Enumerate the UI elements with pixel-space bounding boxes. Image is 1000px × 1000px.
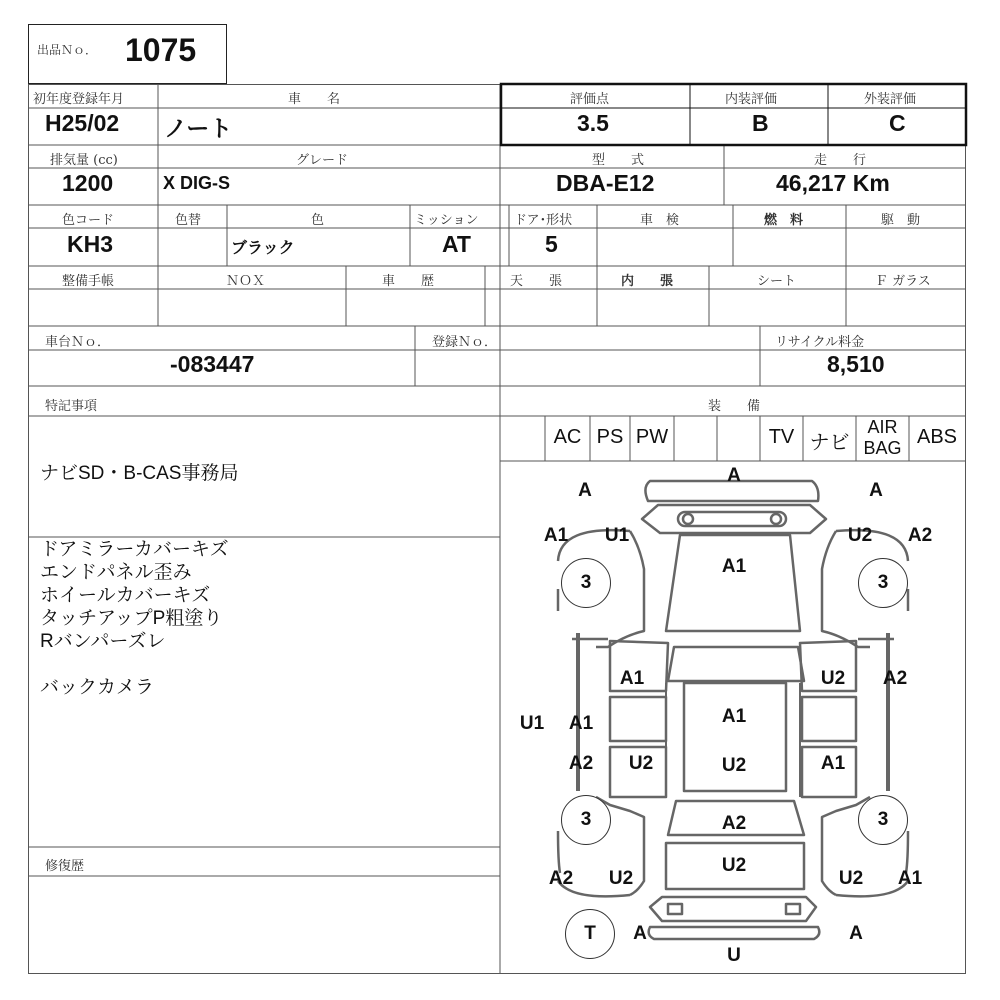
color-label: 色 [311,213,325,228]
damage-code: A1 [619,668,645,689]
recolor-label: 色替 [175,213,202,228]
tire-spare: T [565,909,615,959]
equipment-ac: AC [553,426,582,448]
displacement-label: 排気量 (cc) [50,153,118,168]
tire-front-right: 3 [858,558,908,608]
damage-code: U2 [608,868,634,889]
note-line: ナビSD・B-CAS事務局 [40,463,239,484]
equipment-abs: ABS [916,426,958,448]
equipment-airbag: AIR BAG [863,417,902,458]
damage-code: A1 [721,706,747,727]
damage-code: A [633,923,647,944]
damage-code: A [578,480,592,501]
glass-label: Ｆ ガラス [875,274,931,289]
equipment-ps: PS [596,426,624,448]
car-name-label: 車 名 [288,92,341,107]
damage-code: U2 [820,668,846,689]
mission: AT [442,231,471,257]
score-label: 評価点 [570,92,610,107]
recycle-fee: 8,510 [827,351,885,377]
score: 3.5 [577,110,609,136]
lot-number-label: 出品Ｎｏ． [37,43,98,57]
notes-label: 特記事項 [45,399,98,414]
damage-code: U1 [604,525,630,546]
damage-code: A1 [543,525,569,546]
mileage: 46,217 Km [776,170,890,196]
damage-code: U1 [519,713,545,734]
interior-grade-label: 内装評価 [725,92,778,107]
note-line: ドアミラーカバーキズ [40,539,229,560]
damage-code: A2 [907,525,933,546]
damage-code: U [727,945,741,966]
damage-code: U2 [838,868,864,889]
equipment-label: 装 備 [708,399,761,414]
notes-bottom [40,538,229,699]
damage-code: A1 [897,868,923,889]
car-name: ノート [164,115,233,141]
grade-label: グレード [296,153,349,168]
lot-number: 1075 [125,32,197,68]
door-label: ドア･形状 [514,213,573,228]
damage-code: U2 [847,525,873,546]
color-code: KH3 [67,231,114,257]
door-count: 5 [545,231,558,257]
damage-code: A [869,480,883,501]
damage-code: A2 [721,813,747,834]
note-line: ホイールカバーキズ [40,585,211,606]
drive-label: 駆 動 [881,213,921,228]
note-line: バックカメラ [40,677,155,698]
tire-front-left: 3 [561,558,611,608]
displacement: 1200 [62,170,114,196]
ceiling-label: 天 張 [510,274,563,289]
note-line: Rバンパーズレ [40,631,166,652]
year-label: 初年度登録年月 [33,92,125,107]
tire-rear-left: 3 [561,795,611,845]
damage-code: A2 [568,753,594,774]
damage-code: A1 [568,713,594,734]
inspection-label: 車 検 [640,213,680,228]
maintenance-label: 整備手帳 [62,274,115,289]
chassis-label: 車台Ｎｏ． [45,335,111,350]
equipment-pw: PW [635,426,669,448]
interior-grade: B [752,110,769,136]
damage-code: A1 [820,753,846,774]
repair-history-label: 修復歴 [45,859,85,874]
damage-code: A1 [721,556,747,577]
color-code-label: 色コード [62,213,115,228]
seat-label: シート [757,274,797,289]
recycle-fee-label: リサイクル料金 [775,335,865,350]
tire-rear-right: 3 [858,795,908,845]
damage-code: U2 [721,755,747,776]
damage-code: A [727,465,741,486]
damage-code: A2 [548,868,574,889]
registration-label: 登録Ｎｏ． [432,335,498,350]
grade: X DIG-S [163,173,231,193]
mileage-label: 走 行 [814,153,867,168]
equipment-navi: ナビ [809,432,850,454]
damage-code: A2 [882,668,908,689]
damage-code: U2 [628,753,654,774]
first-registration-year: H25/02 [45,110,120,136]
model-label: 型 式 [592,153,645,168]
mission-label: ミッション [414,213,479,228]
vehicle-history-label: 車 歴 [382,274,435,289]
nox-label: ＮＯＸ [226,274,266,289]
note-line: タッチアップP粗塗り [40,608,223,629]
exterior-grade: C [889,110,906,136]
damage-code: A [849,923,863,944]
exterior-grade-label: 外装評価 [864,92,917,107]
color: ブラック [231,240,295,257]
model-code: DBA-E12 [556,170,655,196]
damage-code: U2 [721,855,747,876]
fuel-label: 燃 料 [764,213,804,228]
note-line [40,653,229,676]
chassis-number: -083447 [170,351,255,377]
note-line: エンドパネル歪み [40,562,192,583]
equipment-tv: TV [768,426,795,448]
interior-trim-label: 内 張 [621,274,674,289]
notes-top [40,462,238,485]
